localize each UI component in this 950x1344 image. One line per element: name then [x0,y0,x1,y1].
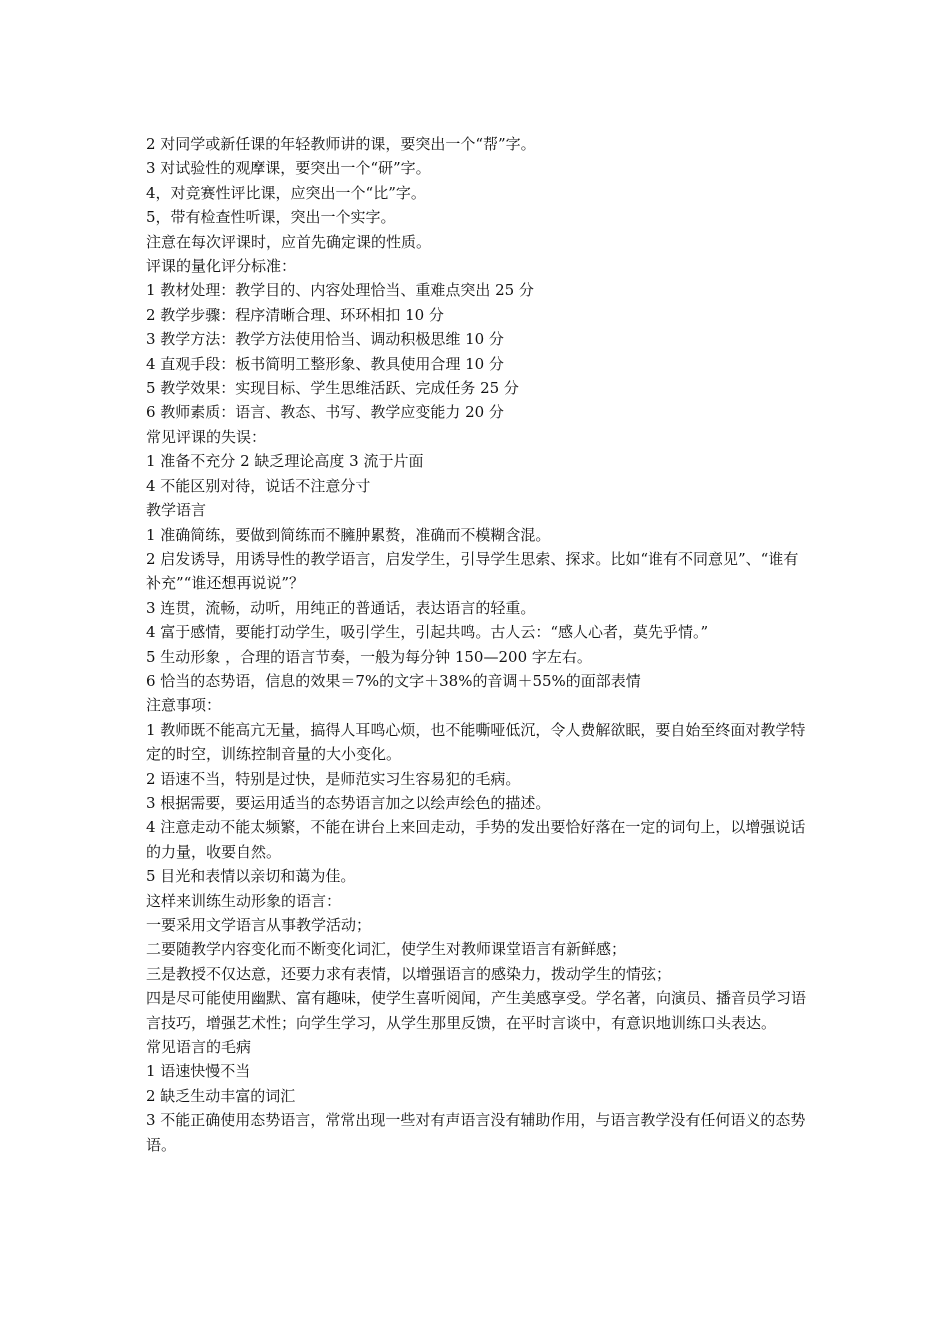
paragraph: 6 恰当的态势语，信息的效果＝7%的文字＋38%的音调＋55%的面部表情 [146,671,641,690]
paragraph: 5，带有检查性听课，突出一个实字。 [146,208,396,227]
paragraph: 3 对试验性的观摩课，要突出一个“研”字。 [146,159,431,178]
document-body [146,132,806,1157]
paragraph: 1 教材处理：教学目的、内容处理恰当、重难点突出 25 分 [146,281,534,300]
paragraph: 6 教师素质：语言、教态、书写、教学应变能力 20 分 [146,403,504,422]
paragraph: 5 生动形象 ，合理的语言节奏，一般为每分钟 150—200 字左右。 [146,647,592,666]
paragraph: 4 注意走动不能太频繁，不能在讲台上来回走动，手势的发出要恰好落在一定的词句上，以增强说话的力量，收要自然。 [146,818,806,861]
paragraph: 三是教授不仅达意，还要力求有表情，以增强语言的感染力，拨动学生的情弦； [146,964,672,983]
paragraph: 4 不能区别对待，说话不注意分寸 [146,476,371,495]
paragraph: 2 启发诱导，用诱导性的教学语言，启发学生，引导学生思索、探求。比如“谁有不同意见”、“谁有补充”“谁还想再说说”？ [146,549,799,593]
paragraph: 1 准确简练，要做到简练而不臃肿累赘，准确而不模糊含混。 [146,525,551,544]
section-heading: 评课的量化评分标准： [146,257,297,276]
paragraph: 2 缺乏生动丰富的词汇 [146,1086,296,1105]
paragraph: 5 教学效果：实现目标、学生思维活跃、完成任务 25 分 [146,379,519,398]
paragraph: 1 准备不充分 2 缺乏理论高度 3 流于片面 [146,452,424,471]
paragraph: 四是尽可能使用幽默、富有趣味，使学生喜听阅闻，产生美感享受。学名著，向演员、播音员学习语言技巧，增强艺术性；向学生学习，从学生那里反馈，在平时言谈中，有意识地训练口头表达。 [146,989,807,1032]
paragraph: 1 语速快慢不当 [146,1062,251,1081]
section-heading: 这样来训练生动形象的语言： [146,891,342,910]
paragraph: 5 目光和表情以亲切和蔼为佳。 [146,867,356,886]
section-heading: 常见语言的毛病 [146,1038,252,1057]
paragraph: 3 根据需要，要运用适当的态势语言加之以绘声绘色的描述。 [146,793,551,812]
section-heading: 教学语言 [146,501,207,520]
paragraph: 3 不能正确使用态势语言，常常出现一些对有声语言没有辅助作用，与语言教学没有任何语义的态势语。 [146,1111,806,1154]
paragraph: 二要随教学内容变化而不断变化词汇，使学生对教师课堂语言有新鲜感； [146,940,627,959]
paragraph: 2 对同学或新任课的年轻教师讲的课，要突出一个“帮”字。 [146,135,536,153]
paragraph: 1 教师既不能高亢无量，搞得人耳鸣心烦，也不能嘶哑低沉，令人费解欲眠，要自始至终面对教学特定的时空，训练控制音量的大小变化。 [146,720,806,764]
paragraph: 一要采用文学语言从事教学活动； [146,916,372,934]
paragraph: 4，对竞赛性评比课，应突出一个“比”字。 [146,183,426,202]
paragraph: 3 教学方法：教学方法使用恰当、调动积极思维 10 分 [146,330,504,349]
paragraph: 4 富于感情，要能打动学生，吸引学生，引起共鸣。古人云：“感人心者，莫先乎情。” [146,623,709,642]
paragraph: 3 连贯，流畅，动听，用纯正的普通话，表达语言的轻重。 [146,598,536,617]
paragraph: 2 语速不当，特别是过快，是师范实习生容易犯的毛病。 [146,769,521,788]
paragraph: 2 教学步骤：程序清晰合理、环环相扣 10 分 [146,305,444,324]
paragraph: 4 直观手段：板书简明工整形象、教具使用合理 10 分 [146,354,504,373]
paragraph: 注意在每次评课时，应首先确定课的性质。 [146,232,432,251]
section-heading: 注意事项： [146,696,222,715]
section-heading: 常见评课的失误： [146,427,267,446]
